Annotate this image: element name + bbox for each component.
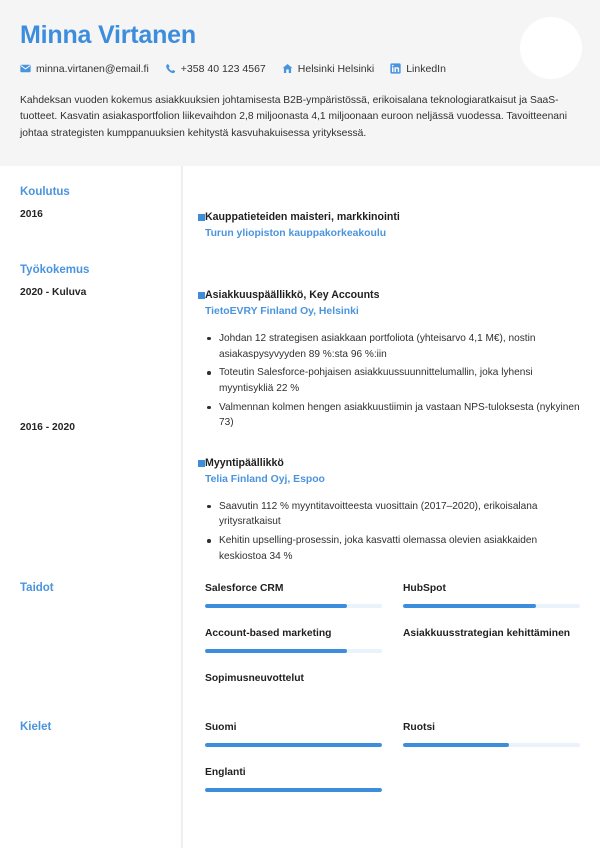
language-progress-fill (403, 743, 509, 747)
education-right-column (181, 186, 580, 246)
skill-progress-fill (205, 604, 347, 608)
skill-label: HubSpot (403, 583, 446, 595)
contact-linkedin-text: LinkedIn (406, 62, 446, 75)
resume-body (0, 166, 600, 811)
contact-phone[interactable] (165, 63, 266, 75)
contact-email-text: minna.virtanen@email.fi (36, 62, 149, 75)
language-item (205, 766, 382, 792)
skills-right-column (181, 582, 580, 717)
experience-role-1: Asiakkuuspäällikkö, Key Accounts (205, 288, 380, 301)
experience-bullets-2 (205, 499, 580, 565)
skill-label: Salesforce CRM (205, 583, 284, 595)
section-title-experience: Työkokemus (20, 263, 90, 276)
experience-left-column (0, 264, 181, 568)
education-school: Turun yliopiston kauppakorkeakoulu (205, 228, 387, 240)
experience-entry (205, 456, 580, 565)
skill-item (403, 582, 580, 608)
list-item: Johdan 12 strategisen asiakkaan portfoliota (yhteisarvo 4,1 M€), nostin asiakaspysyvyyden 89 %:sta 96 %:iin (205, 331, 580, 362)
skill-label: Account-based marketing (205, 628, 332, 640)
skill-item (205, 672, 382, 698)
education-entry (205, 210, 580, 242)
resume-header (0, 0, 600, 166)
section-education (0, 186, 600, 246)
skill-progress-track (403, 604, 580, 608)
language-label: Ruotsi (403, 722, 436, 734)
skill-progress-fill (205, 649, 347, 653)
contact-email[interactable] (20, 63, 149, 75)
languages-grid (205, 721, 580, 811)
skill-label: Sopimusneuvottelut (205, 673, 304, 685)
contact-location-text: Helsinki Helsinki (297, 62, 375, 75)
page-title: Minna Virtanen (20, 21, 196, 49)
language-progress-track (205, 788, 382, 792)
experience-company-2: Telia Finland Oyj, Espoo (205, 474, 325, 486)
experience-right-column (181, 264, 580, 568)
languages-left-column (0, 721, 181, 811)
entry-marker-icon (198, 460, 205, 467)
education-date: 2016 (20, 209, 43, 220)
language-progress-track (205, 743, 382, 747)
contact-row (20, 63, 580, 75)
skill-item (403, 627, 580, 653)
linkedin-icon (390, 63, 401, 74)
list-item: Saavutin 112 % myyntitavoitteesta vuosittain (2017–2020), erikoisalana yritysratkaisut (205, 499, 580, 530)
language-progress-fill (205, 788, 382, 792)
list-item: Toteutin Salesforce-pohjaisen asiakkuussuunnittelumallin, joka lyhensi myyntisykliä 22 % (205, 365, 580, 396)
section-experience (0, 264, 600, 568)
contact-phone-text: +358 40 123 4567 (180, 62, 266, 75)
skill-no-progress (205, 694, 382, 698)
professional-summary: Kahdeksan vuoden kokemus asiakkuuksien johtamisesta B2B-ympäristössä, erikoisalana teknologiaratkaisut ja SaaS-tuotteet. Kasvatin asiakasportfolion liikevaihdon 2,8 miljoonasta 4,1 miljoonaan euroon neljässä vuodessa. Tavoitteenani johtaa strategisten kumppanuuksien kehitystä kasvuhakuisessa yrityksessä. (20, 94, 568, 139)
experience-date-2: 2016 - 2020 (20, 421, 75, 433)
skills-grid (205, 582, 580, 717)
education-degree: Kauppatieteiden maisteri, markkinointi (205, 211, 400, 223)
skills-left-column (0, 582, 181, 717)
languages-right-column (181, 721, 580, 811)
entry-marker-icon (198, 292, 205, 299)
skill-progress-fill (403, 604, 536, 608)
skill-progress-track (205, 649, 382, 653)
language-label: Suomi (205, 722, 237, 734)
skill-item (205, 582, 382, 608)
list-item: Valmennan kolmen hengen asiakkuustiimin ja vastaan NPS-tuloksesta (nykyinen 73) (205, 400, 580, 431)
section-languages (0, 721, 600, 811)
location-icon (282, 63, 293, 74)
language-item (403, 721, 580, 747)
education-left-column (0, 186, 181, 246)
section-skills (0, 582, 600, 717)
email-icon (20, 63, 31, 74)
skill-progress-track (205, 604, 382, 608)
contact-linkedin[interactable] (390, 63, 446, 75)
contact-location[interactable] (282, 63, 374, 75)
section-title-education: Koulutus (20, 186, 70, 198)
list-item: Kehitin upselling-prosessin, joka kasvatti olemassa olevien asiakkaiden keskiostoa 34 % (205, 533, 580, 564)
language-item (205, 721, 382, 747)
skill-label: Asiakkuusstrategian kehittäminen (403, 628, 571, 640)
language-label: Englanti (205, 767, 246, 778)
experience-bullets-1 (205, 331, 580, 431)
experience-company-1: TietoEVRY Finland Oy, Helsinki (205, 306, 359, 318)
skill-item (205, 627, 382, 653)
language-progress-track (403, 743, 580, 747)
avatar (520, 17, 582, 79)
skill-no-progress (403, 649, 580, 653)
phone-icon (165, 63, 176, 74)
experience-date-1: 2020 - Kuluva (20, 286, 87, 298)
section-title-languages: Kielet (20, 721, 52, 734)
entry-marker-icon (198, 214, 205, 221)
experience-entry (205, 288, 580, 431)
experience-role-2: Myyntipäällikkö (205, 456, 284, 469)
section-title-skills: Taidot (20, 582, 54, 595)
language-progress-fill (205, 743, 382, 747)
